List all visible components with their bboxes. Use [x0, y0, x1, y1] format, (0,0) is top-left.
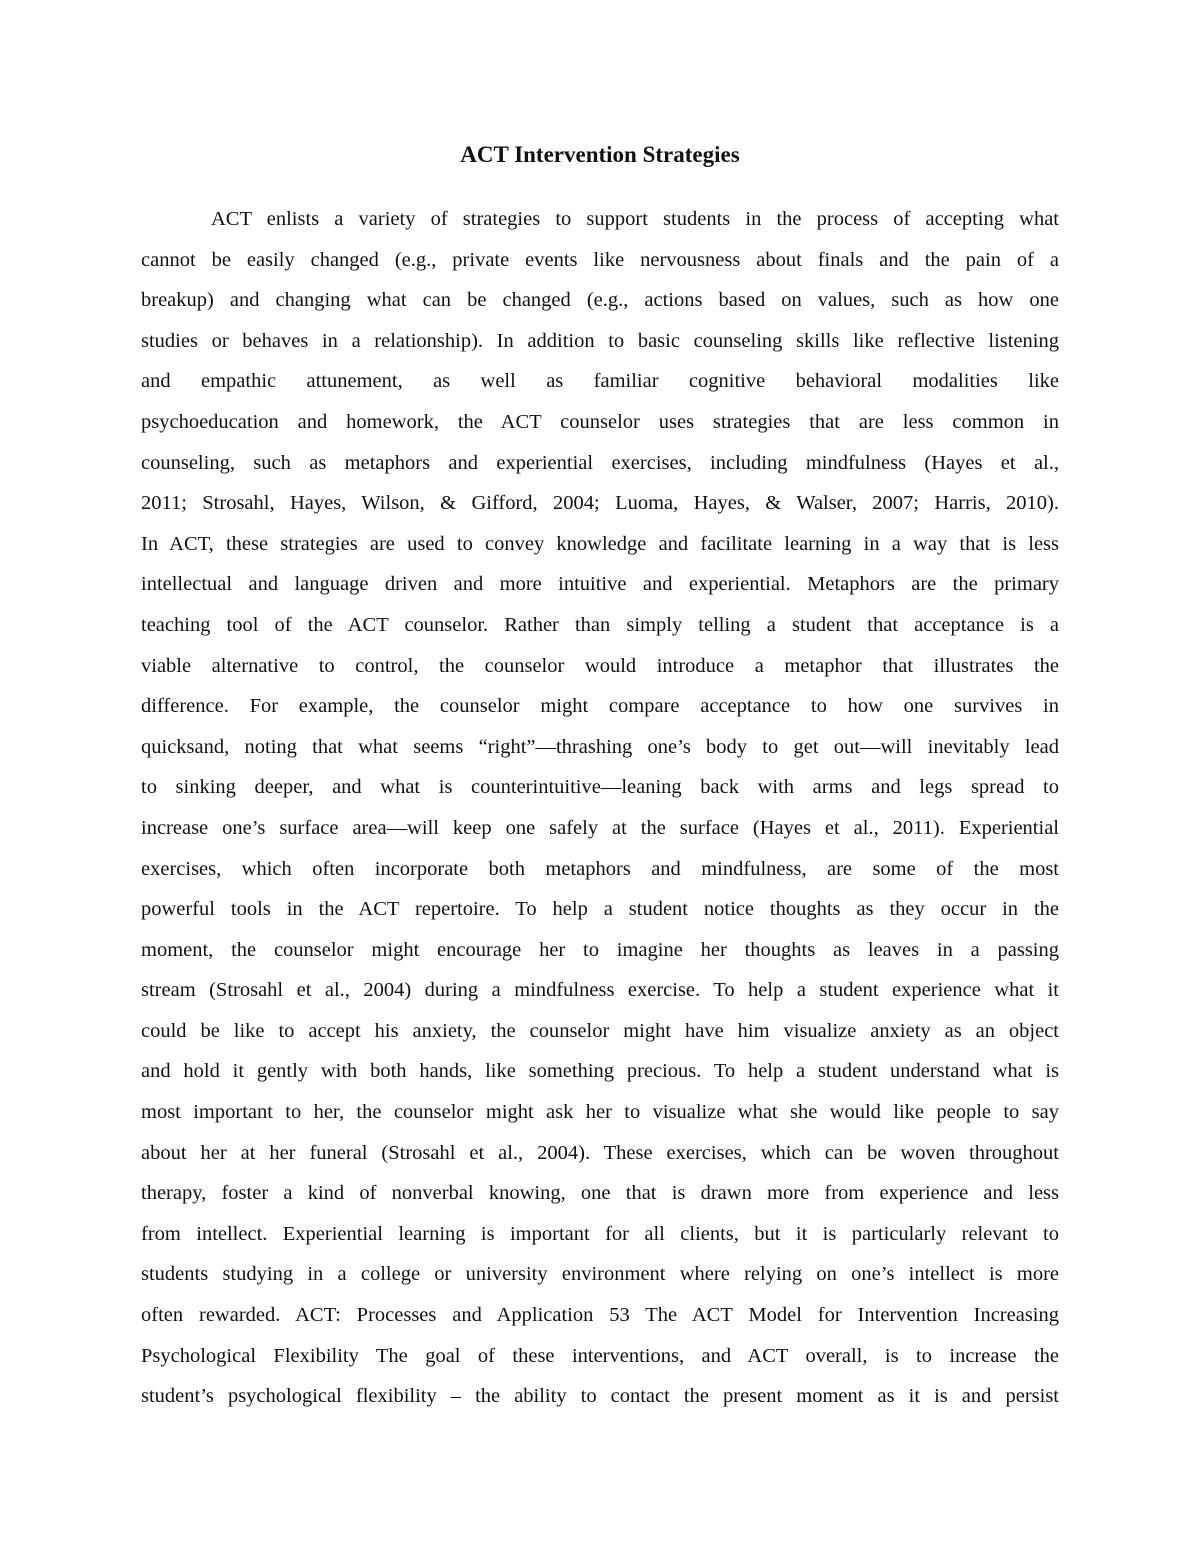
text-line: stream (Strosahl et al., 2004) during a mindfulness exercise. To help a student experience what it — [141, 979, 1059, 1002]
text-line: teaching tool of the ACT counselor. Rather than simply telling a student that acceptance is a — [141, 613, 1059, 636]
text-line: breakup) and changing what can be changed (e.g., actions based on values, such as how one — [141, 289, 1059, 312]
body-paragraph — [141, 199, 1059, 1417]
text-line: often rewarded. ACT: Processes and Application 53 The ACT Model for Intervention Increasing — [141, 1304, 1059, 1327]
text-line: student’s psychological flexibility – the ability to contact the present moment as it is and persist — [141, 1385, 1059, 1408]
text-line: counseling, such as metaphors and experiential exercises, including mindfulness (Hayes et al., — [141, 451, 1059, 474]
text-line: In ACT, these strategies are used to convey knowledge and facilitate learning in a way that is less — [141, 532, 1059, 555]
text-line: therapy, foster a kind of nonverbal knowing, one that is drawn more from experience and less — [141, 1182, 1059, 1205]
text-line: students studying in a college or university environment where relying on one’s intellect is more — [141, 1263, 1059, 1286]
text-line: powerful tools in the ACT repertoire. To help a student notice thoughts as they occur in the — [141, 898, 1059, 921]
text-line: moment, the counselor might encourage her to imagine her thoughts as leaves in a passing — [141, 938, 1059, 961]
text-line: could be like to accept his anxiety, the counselor might have him visualize anxiety as an object — [141, 1019, 1059, 1042]
text-line: most important to her, the counselor might ask her to visualize what she would like people to say — [141, 1101, 1059, 1124]
text-line: cannot be easily changed (e.g., private events like nervousness about finals and the pain of a — [141, 248, 1059, 271]
text-line: Psychological Flexibility The goal of these interventions, and ACT overall, is to increase the — [141, 1344, 1059, 1367]
document-title: ACT Intervention Strategies — [460, 142, 740, 167]
text-line: from intellect. Experiential learning is important for all clients, but it is particularly relevant to — [141, 1222, 1059, 1245]
text-line: intellectual and language driven and more intuitive and experiential. Metaphors are the primary — [141, 573, 1059, 596]
text-line: ACT enlists a variety of strategies to support students in the process of accepting what — [211, 208, 1059, 230]
text-line: viable alternative to control, the counselor would introduce a metaphor that illustrates the — [141, 654, 1059, 677]
text-line: to sinking deeper, and what is counterintuitive—leaning back with arms and legs spread to — [141, 776, 1059, 799]
text-line: quicksand, noting that what seems “right”—thrashing one’s body to get out—will inevitably lead — [141, 735, 1059, 758]
text-line: psychoeducation and homework, the ACT counselor uses strategies that are less common in — [141, 410, 1059, 433]
text-line: about her at her funeral (Strosahl et al., 2004). These exercises, which can be woven throughout — [141, 1141, 1059, 1164]
text-line: studies or behaves in a relationship). In addition to basic counseling skills like reflective listening — [141, 329, 1059, 352]
text-line: 2011; Strosahl, Hayes, Wilson, & Gifford, 2004; Luoma, Hayes, & Walser, 2007; Harris, 2010). — [141, 492, 1059, 515]
text-line: difference. For example, the counselor might compare acceptance to how one survives in — [141, 695, 1059, 718]
text-line: increase one’s surface area—will keep one safely at the surface (Hayes et al., 2011). Experiential — [141, 816, 1059, 839]
text-line: and empathic attunement, as well as familiar cognitive behavioral modalities like — [141, 370, 1059, 393]
text-line: and hold it gently with both hands, like something precious. To help a student understand what is — [141, 1060, 1059, 1083]
text-line: exercises, which often incorporate both metaphors and mindfulness, are some of the most — [141, 857, 1059, 880]
